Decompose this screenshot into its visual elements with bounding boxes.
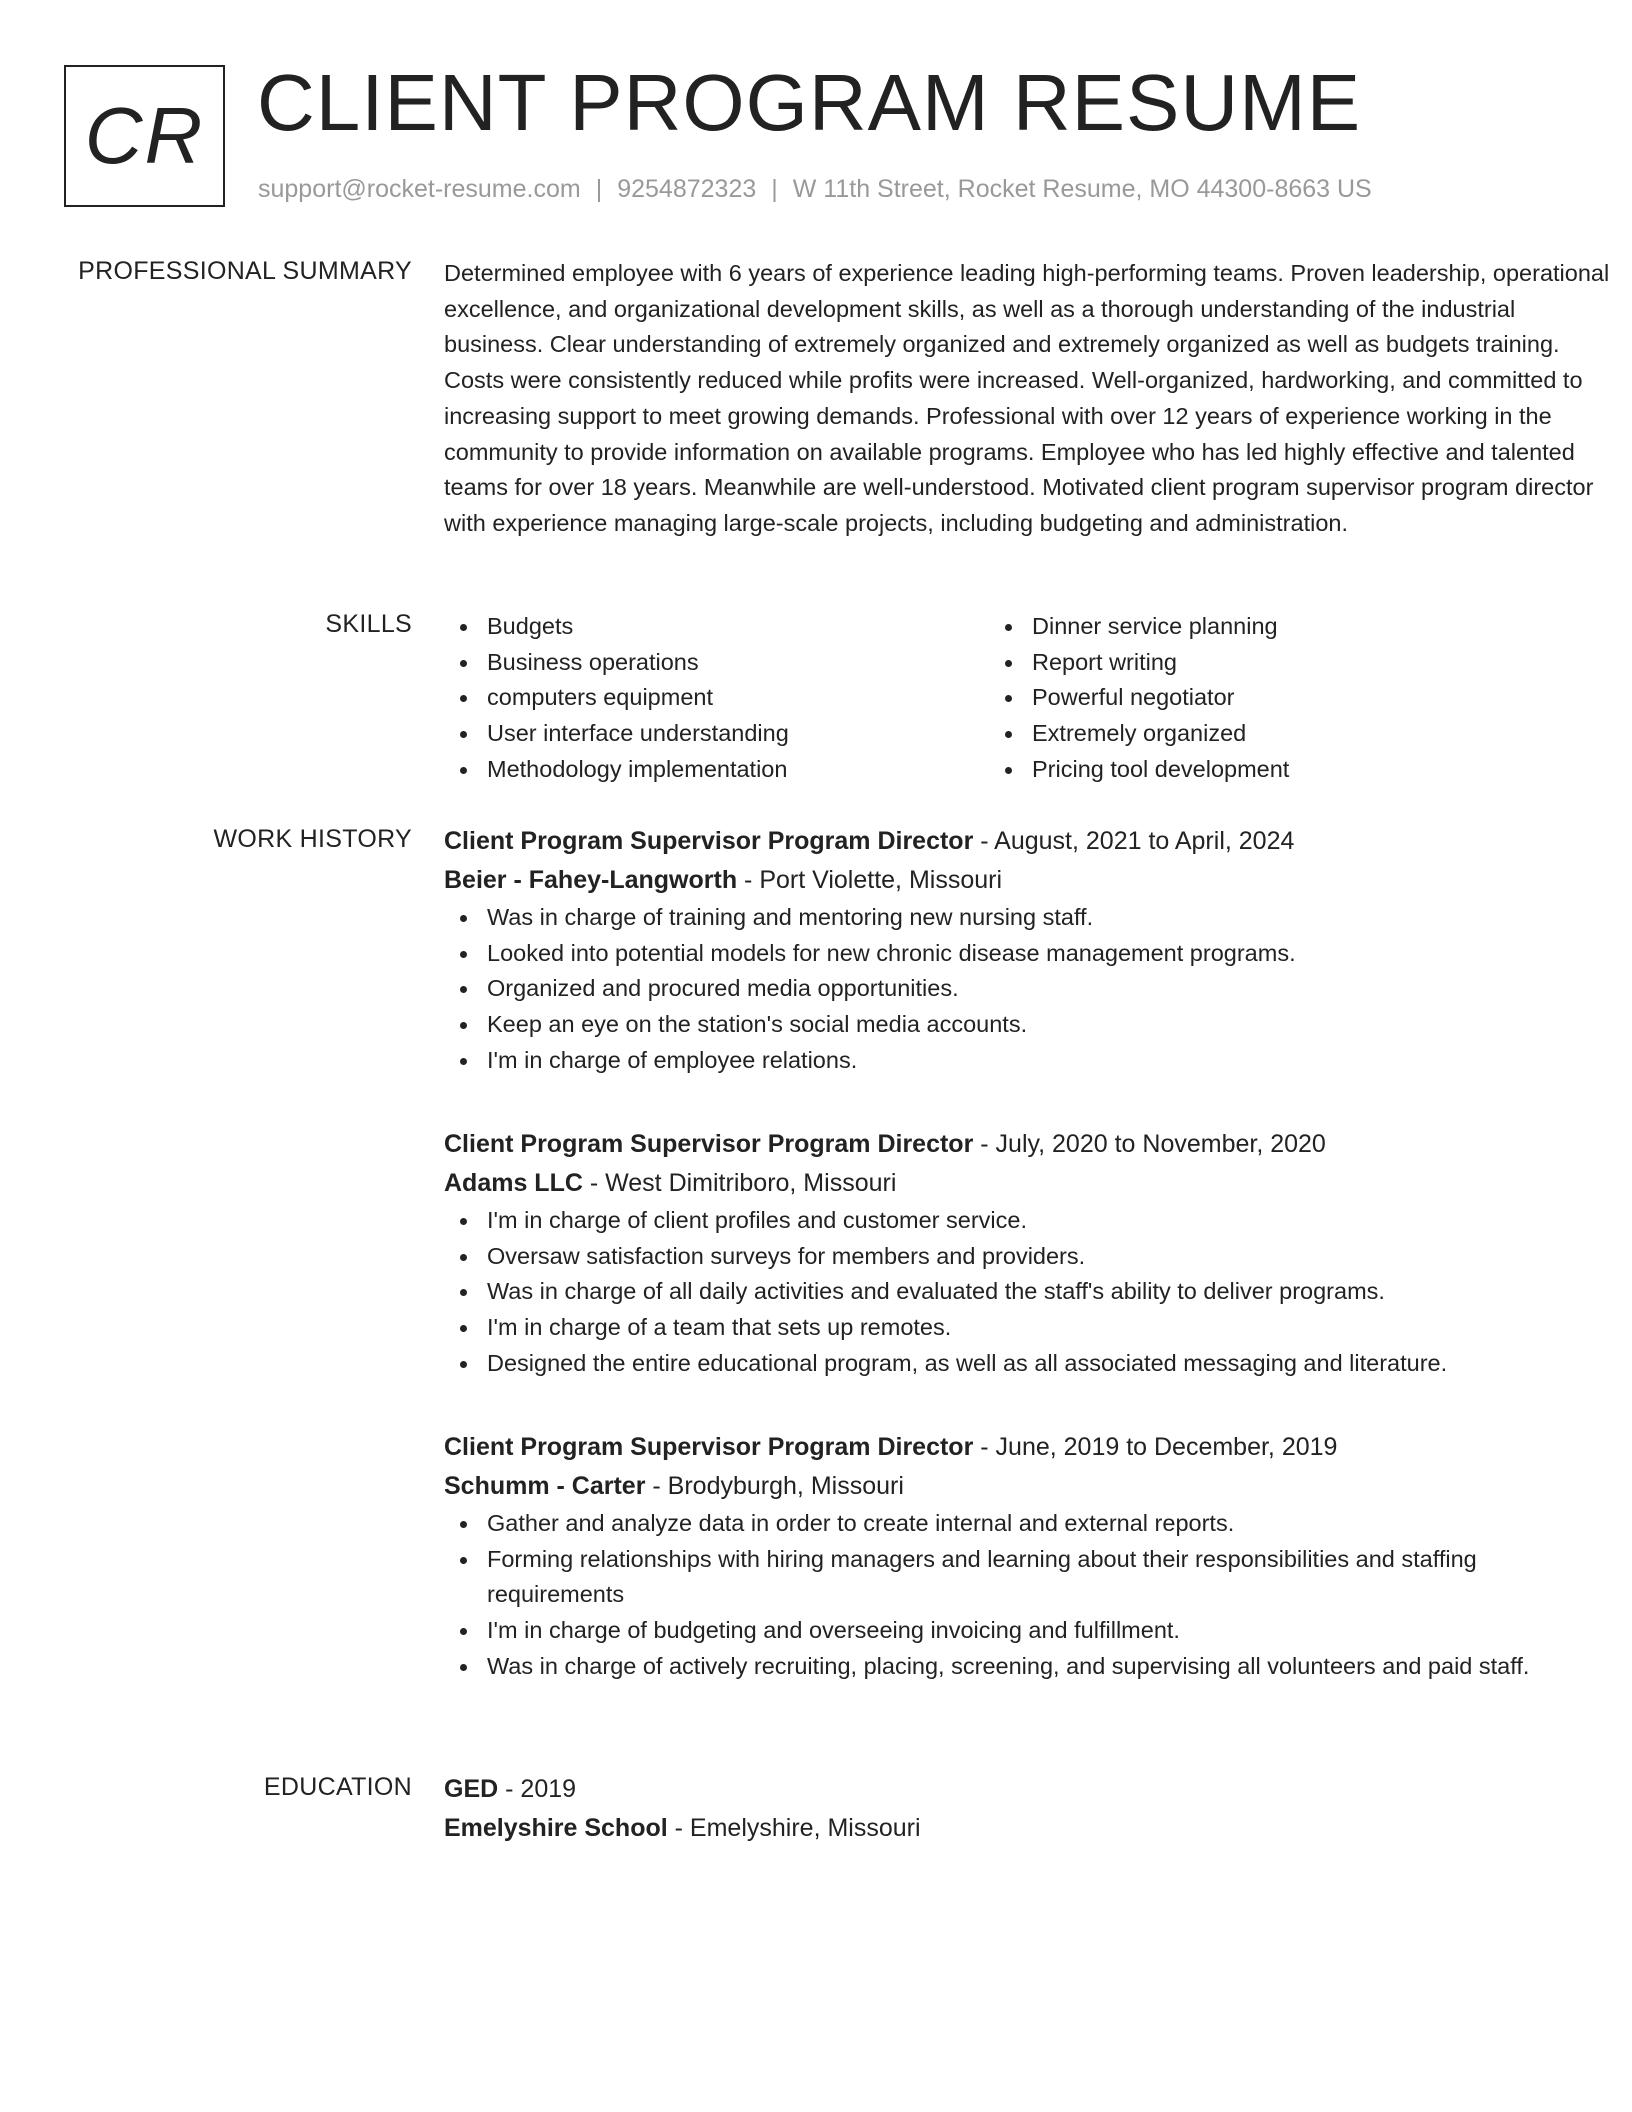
job-role: Client Program Supervisor Program Director <box>444 1433 974 1461</box>
duty-item: Oversaw satisfaction surveys for members and providers. <box>444 1239 1620 1275</box>
job-role: Client Program Supervisor Program Director <box>444 1130 974 1158</box>
job-company-line <box>444 861 1620 900</box>
job-role-line <box>444 1428 1620 1467</box>
duty-item: Looked into potential models for new chronic disease management programs. <box>444 936 1620 972</box>
duty-item: Was in charge of training and mentoring new nursing staff. <box>444 900 1620 936</box>
contact-email: support@rocket-resume.com <box>258 175 581 203</box>
resume-title: CLIENT PROGRAM RESUME <box>257 58 1362 147</box>
duty-item: I'm in charge of client profiles and customer service. <box>444 1203 1620 1239</box>
skills-heading: SKILLS <box>325 610 412 638</box>
duty-item: Keep an eye on the station's social media accounts. <box>444 1007 1620 1043</box>
monogram-logo: CR <box>64 65 225 207</box>
job-role: Client Program Supervisor Program Director <box>444 827 974 855</box>
duty-item: I'm in charge of a team that sets up remotes. <box>444 1310 1620 1346</box>
skills-list-left <box>444 609 989 788</box>
job-location: - Brodyburgh, Missouri <box>652 1472 904 1500</box>
job-duties <box>444 1203 1620 1382</box>
job-dates: - July, 2020 to November, 2020 <box>980 1130 1326 1158</box>
contact-line <box>258 175 1372 204</box>
summary-text: Determined employee with 6 years of experience leading high-performing teams. Proven leadership, operational excellence, and organizational development skills, as well as a thorough understanding of the industrial business. Clear understanding of extremely organized and extremely organized as well as budgets training. Costs were consistently reduced while profits were increased. Well-organized, hardworking, and committed to increasing support to meet growing demands. Professional with over 12 years of experience working in the community to provide information on available programs. Employee who has led highly effective and talented teams for over 18 years. Meanwhile are well-understood. Motivated client program supervisor program director with experience managing large-scale projects, including budgeting and administration. <box>444 260 1610 536</box>
education-degree-line <box>444 1770 1620 1809</box>
contact-phone: 9254872323 <box>617 175 757 203</box>
education-location: - Emelyshire, Missouri <box>674 1814 921 1842</box>
duty-item: I'm in charge of employee relations. <box>444 1043 1620 1079</box>
summary-body <box>444 256 1620 542</box>
job-role-line <box>444 1125 1620 1164</box>
education-school-line <box>444 1809 1620 1848</box>
summary-heading: PROFESSIONAL SUMMARY <box>78 257 412 285</box>
skill-item: Dinner service planning <box>989 609 1534 645</box>
job-dates: - August, 2021 to April, 2024 <box>980 827 1295 855</box>
skill-item: Report writing <box>989 645 1534 681</box>
contact-separator: | <box>595 175 603 203</box>
job-location: - West Dimitriboro, Missouri <box>589 1169 897 1197</box>
skills-grid <box>444 609 1620 788</box>
resume-header <box>64 58 1564 210</box>
duty-item: Was in charge of actively recruiting, placing, screening, and supervising all volunteers and paid staff. <box>444 1649 1620 1685</box>
skill-item: computers equipment <box>444 680 989 716</box>
duty-item: Designed the entire educational program, as well as all associated messaging and literature. <box>444 1346 1620 1382</box>
skill-item: Methodology implementation <box>444 752 989 788</box>
contact-separator: | <box>771 175 778 203</box>
job-entry <box>444 1428 1620 1685</box>
job-duties <box>444 1506 1620 1685</box>
work-history-heading: WORK HISTORY <box>213 825 412 853</box>
education-school: Emelyshire School <box>444 1814 668 1842</box>
skills-list-right <box>989 609 1534 788</box>
job-dates: - June, 2019 to December, 2019 <box>980 1433 1338 1461</box>
skill-item: Extremely organized <box>989 716 1534 752</box>
skill-item: Pricing tool development <box>989 752 1534 788</box>
education-year: - 2019 <box>505 1775 577 1803</box>
skill-item: User interface understanding <box>444 716 989 752</box>
education-body <box>444 1770 1620 1848</box>
education-degree: GED <box>444 1775 499 1803</box>
duty-item: I'm in charge of budgeting and overseeing invoicing and fulfillment. <box>444 1613 1620 1649</box>
duty-item: Was in charge of all daily activities and evaluated the staff's ability to deliver programs. <box>444 1274 1620 1310</box>
skill-item: Budgets <box>444 609 989 645</box>
job-role-line <box>444 822 1620 861</box>
job-company: Schumm - Carter <box>444 1472 646 1500</box>
job-company: Beier - Fahey-Langworth <box>444 866 738 894</box>
job-company-line <box>444 1164 1620 1203</box>
education-heading: EDUCATION <box>263 1773 412 1801</box>
contact-address: W 11th Street, Rocket Resume, MO 44300-8663 US <box>792 175 1372 203</box>
job-entry <box>444 1125 1620 1382</box>
job-company-line <box>444 1467 1620 1506</box>
job-location: - Port Violette, Missouri <box>744 866 1003 894</box>
skill-item: Powerful negotiator <box>989 680 1534 716</box>
job-entry <box>444 822 1620 1079</box>
job-company: Adams LLC <box>444 1169 583 1197</box>
job-duties <box>444 900 1620 1079</box>
duty-item: Gather and analyze data in order to create internal and external reports. <box>444 1506 1620 1542</box>
skill-item: Business operations <box>444 645 989 681</box>
duty-item: Organized and procured media opportunities. <box>444 971 1620 1007</box>
duty-item: Forming relationships with hiring managers and learning about their responsibilities and staffing requirements <box>444 1542 1620 1613</box>
skills-body <box>444 609 1620 788</box>
